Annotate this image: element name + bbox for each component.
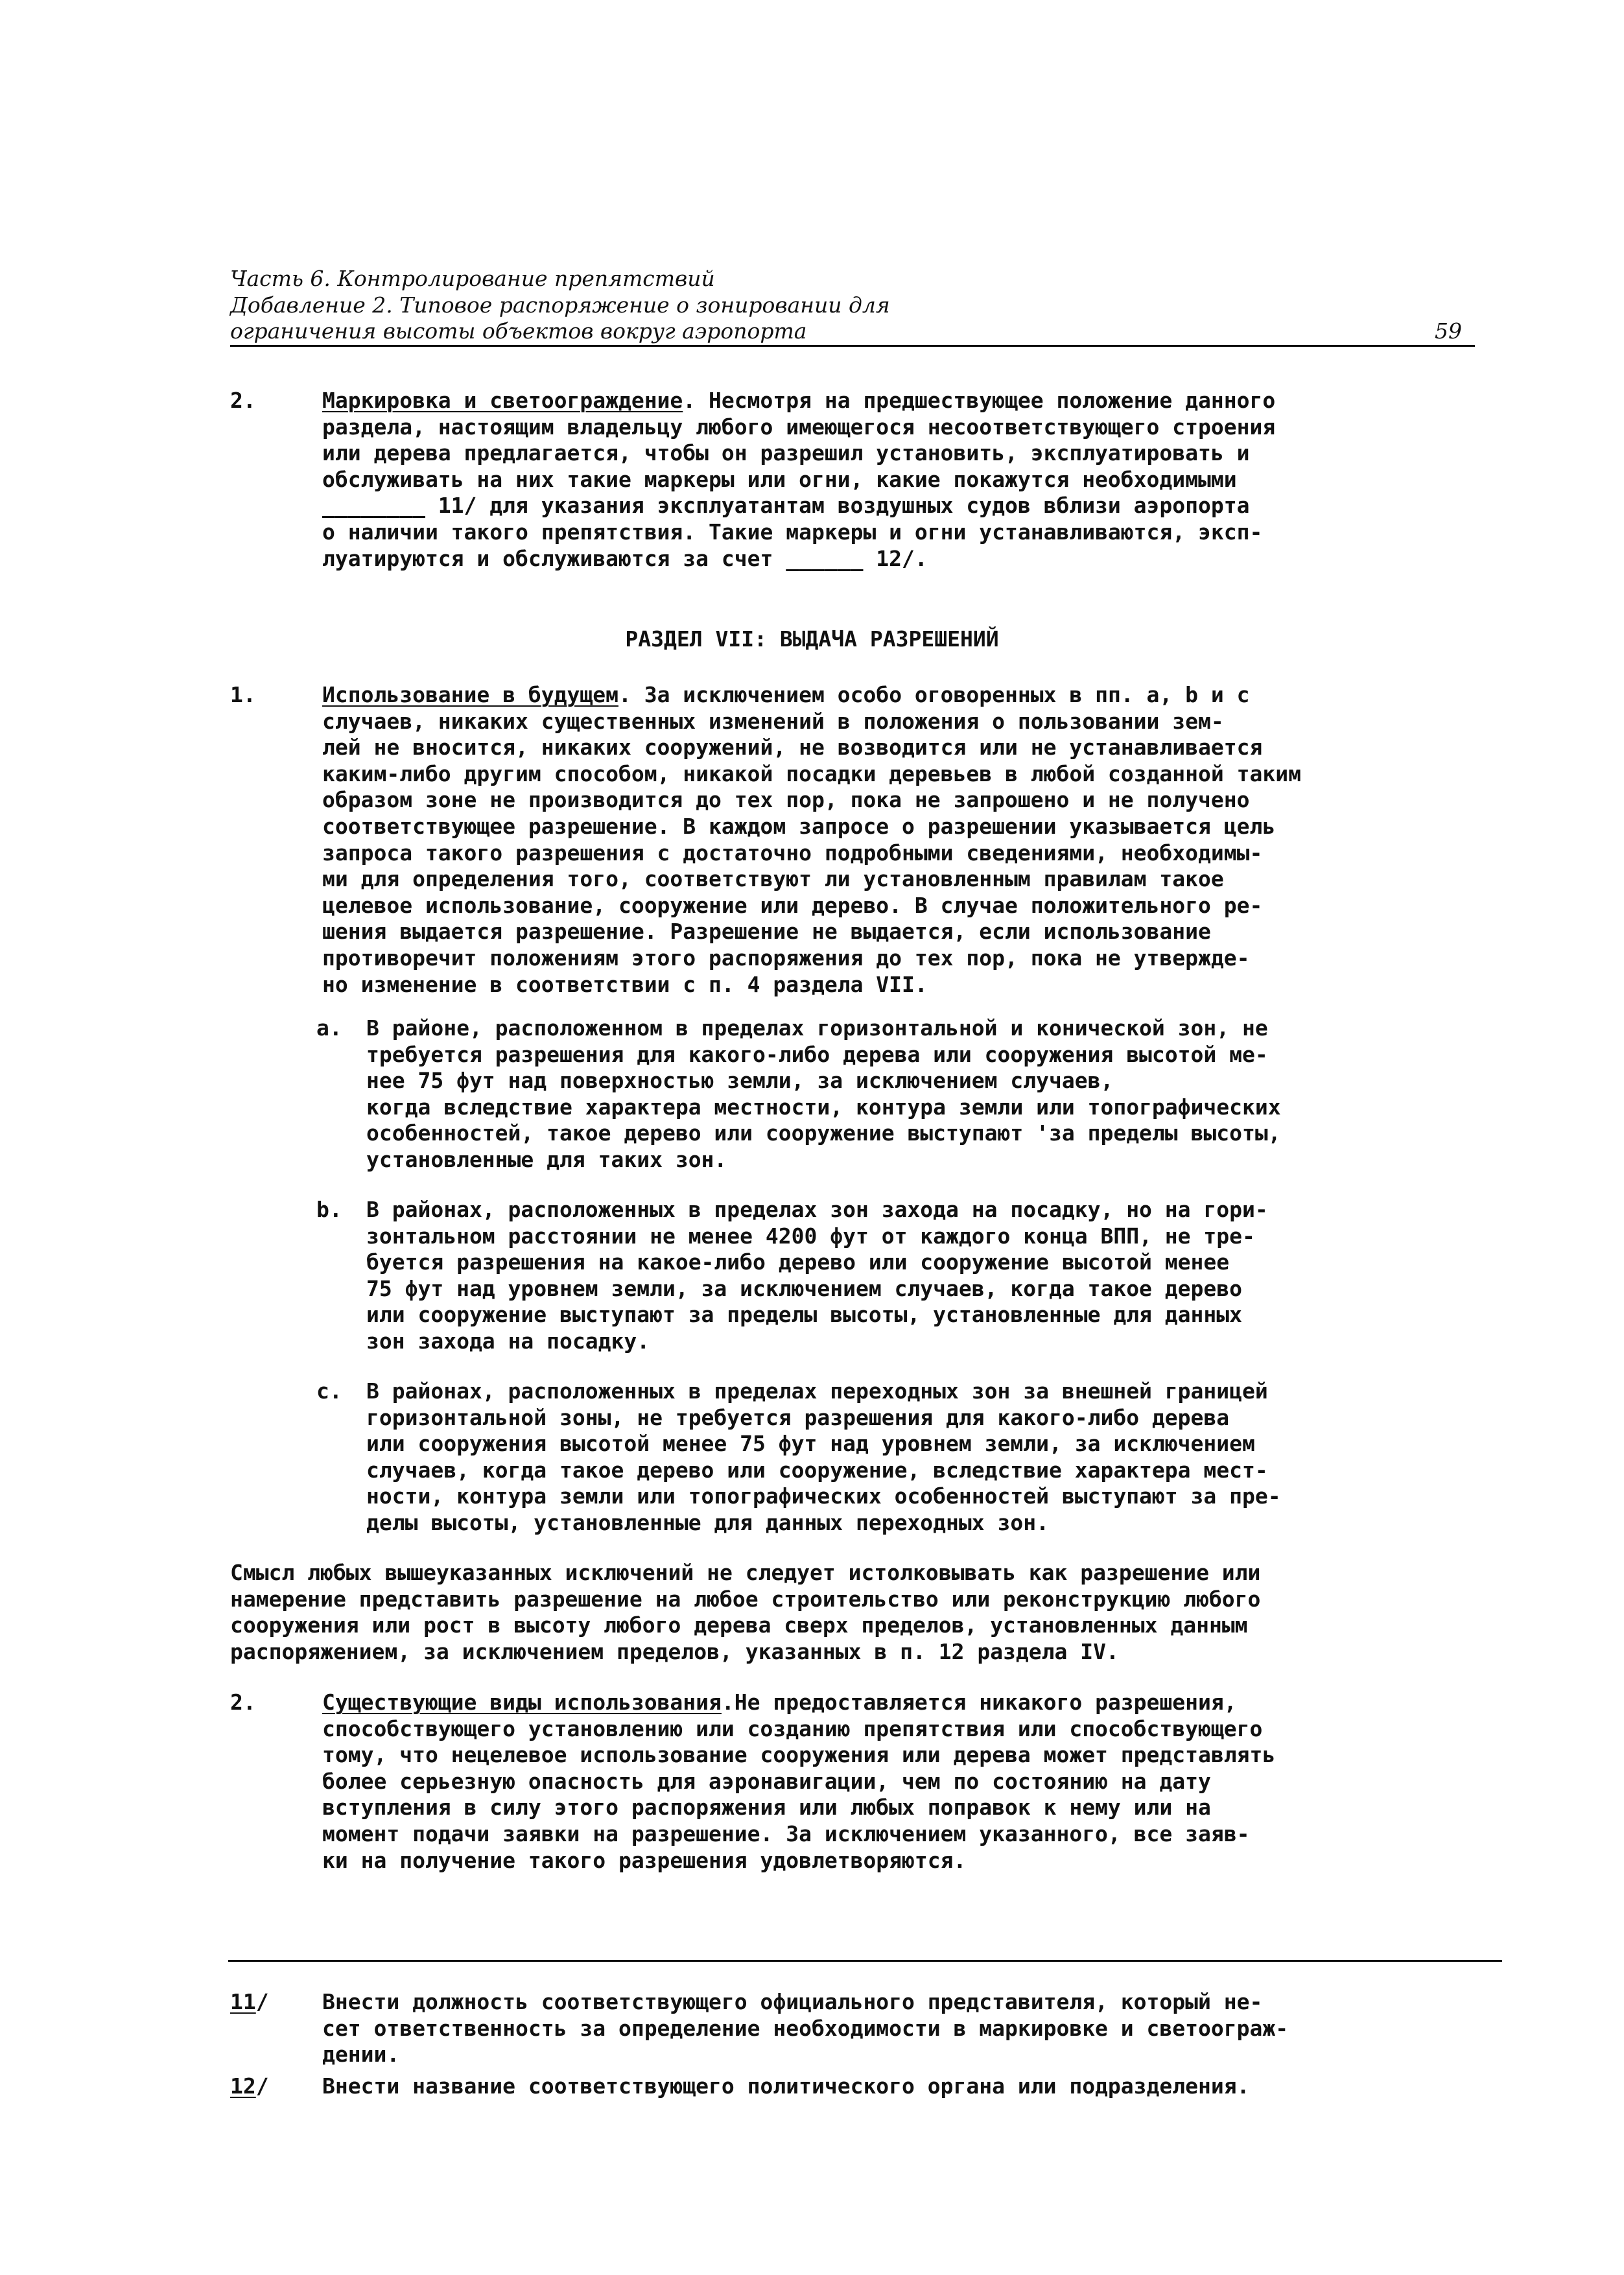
header-subject: ограничения высоты объектов вокруг аэропорта <box>230 318 807 344</box>
paragraph-number: 2. <box>230 1690 256 1715</box>
subitem-label: c. <box>316 1378 342 1404</box>
subitem-line: или сооружения высотой менее 75 фут над уровнем земли, за исключением <box>366 1431 1255 1457</box>
paragraph-line: случаев, никаких существенных изменений в положения о пользовании зем- <box>322 708 1224 734</box>
paragraph-line: способствующего установлению или созданию препятствия или способствующего <box>322 1715 1263 1741</box>
paragraph-line: или дерева предлагается, чтобы он разрешил установить, эксплуатировать и <box>322 440 1250 466</box>
paragraph-line: запроса такого разрешения с достаточно подробными сведениями, необходимы- <box>322 840 1263 866</box>
paragraph-line: намерение представить разрешение на любое строительство или реконструкцию любого <box>230 1586 1261 1612</box>
paragraph-line: соответствующее разрешение. В каждом запросе о разрешении указывается цель <box>322 813 1276 839</box>
subitem-line: или сооружение выступают за пределы высоты, установленные для данных <box>366 1302 1243 1328</box>
running-header <box>230 266 1475 347</box>
paragraph-line: обслуживать на них такие маркеры или огни, какие покажутся необходимыми <box>322 466 1237 492</box>
footnote-divider <box>228 1960 1502 1962</box>
subitem-line: горизонтальной зоны, не требуется разрешения для какого-либо дерева <box>366 1404 1230 1430</box>
paragraph-line: раздела, настоящим владельцу любого имеющегося несоответствующего строения <box>322 414 1276 440</box>
paragraph-line: Существующие виды использования.Не предоставляется никакого разрешения, <box>322 1690 1237 1715</box>
paragraph-line: лей не вносится, никаких сооружений, не возводится или не устанавливается <box>322 735 1263 760</box>
paragraph-line: но изменение в соответствии с п. 4 раздела VII. <box>322 971 928 997</box>
paragraph-line: целевое использование, сооружение или дерево. В случае положительного ре- <box>322 892 1263 918</box>
subitem-b <box>366 1197 1268 1355</box>
subitem-line: особенностей, такое дерево или сооружение выступают 'за пределы высоты, <box>366 1120 1281 1146</box>
paragraph-line: Использование в будущем. За исключением особо оговоренных в пп. a, b и c <box>322 682 1250 707</box>
paragraph-title: Маркировка и светоограждение <box>322 388 683 413</box>
subitem-line: требуется разрешения для какого-либо дерева или сооружения высотой ме- <box>366 1041 1268 1067</box>
footnote-marker: 12/ <box>230 2073 269 2099</box>
subitem-line: 75 фут над уровнем земли, за исключением случаев, когда такое дерево <box>366 1275 1243 1301</box>
section-title: РАЗДЕЛ VII: ВЫДАЧА РАЗРЕШЕНИЙ <box>625 626 999 652</box>
subitem-c <box>366 1378 1281 1537</box>
footnote-11 <box>322 1989 1288 2068</box>
paragraph-line: более серьезную опасность для аэронавигации, чем по состоянию на дату <box>322 1768 1211 1794</box>
paragraph-line: образом зоне не производится до тех пор, пока не запрошено и не получено <box>322 787 1250 813</box>
paragraph-line: каким-либо другим способом, никакой посадки деревьев в любой созданной таким <box>322 760 1301 786</box>
paragraph-line: ________ 11/ для указания эксплуатантам воздушных судов вблизи аэропорта <box>322 493 1250 519</box>
paragraph-title: Существующие виды использования <box>322 1690 722 1715</box>
paragraph-line: шения выдается разрешение. Разрешение не выдается, если использование <box>322 919 1211 945</box>
subitem-line: В районах, расположенных в пределах зон захода на посадку, но на гори- <box>366 1197 1268 1222</box>
footnote-line: сет ответственность за определение необходимости в маркировке и светоограж- <box>322 2015 1289 2041</box>
header-title-line <box>230 318 1475 347</box>
header-appendix-line: Добавление 2. Типовое распоряжение о зонировании для <box>230 292 890 318</box>
paragraph-line: ки на получение такого разрешения удовлетворяются. <box>322 1847 967 1873</box>
subitem-line: делы высоты, установленные для данных переходных зон. <box>366 1509 1049 1535</box>
paragraph-number: 1. <box>230 682 256 707</box>
paragraph-line: луатируются и обслуживаются за счет ______ 12/. <box>322 545 928 571</box>
paragraph-existing-uses <box>322 1690 1275 1874</box>
paragraph-title: Использование в будущем <box>322 682 618 707</box>
footnote-line: Внести должность соответствующего официального представителя, который не- <box>322 1989 1263 2014</box>
subitem-line: когда вследствие характера местности, контура земли или топографических <box>366 1094 1281 1120</box>
paragraph-line: тому, что нецелевое использование сооружения или дерева может представлять <box>322 1742 1276 1768</box>
subitem-line: нее 75 фут над поверхностью земли, за исключением случаев, <box>366 1068 1114 1094</box>
subitem-a <box>366 1015 1281 1173</box>
footnote-line: Внести название соответствующего политического органа или подразделения. <box>322 2073 1250 2099</box>
subitem-line: ности, контура земли или топографических особенностей выступают за пре- <box>366 1483 1281 1509</box>
paragraph-line: Смысл любых вышеуказанных исключений не следует истолковывать как разрешение или <box>230 1560 1261 1585</box>
page-number: 59 <box>1435 318 1462 344</box>
paragraph-line: противоречит положениям этого распоряжения до тех пор, пока не утвержде- <box>322 945 1250 971</box>
paragraph-future-use <box>322 682 1301 998</box>
subitem-line: В районе, расположенном в пределах горизонтальной и конической зон, не <box>366 1015 1268 1041</box>
footnote-12 <box>322 2073 1249 2100</box>
footnote-marker: 11/ <box>230 1989 269 2014</box>
subitem-line: зонтальном расстоянии не менее 4200 фут от каждого конца ВПП, не тре- <box>366 1223 1255 1249</box>
paragraph-line: момент подачи заявки на разрешение. За исключением указанного, все заяв- <box>322 1821 1250 1846</box>
subitem-line: зон захода на посадку. <box>366 1328 650 1354</box>
paragraph-line: вступления в силу этого распоряжения или любых поправок к нему или на <box>322 1795 1211 1821</box>
paragraph-line: распоряжением, за исключением пределов, указанных в п. 12 раздела IV. <box>230 1638 1119 1664</box>
paragraph-marking <box>322 388 1275 572</box>
subitem-line: случаев, когда такое дерево или сооружение, вследствие характера мест- <box>366 1457 1268 1483</box>
paragraph-line: о наличии такого препятствия. Такие маркеры и огни устанавливаются, эксп- <box>322 519 1263 545</box>
subitem-line: буется разрешения на какое-либо дерево или сооружение высотой менее <box>366 1249 1230 1275</box>
paragraph-number: 2. <box>230 388 256 413</box>
subitem-label: a. <box>316 1015 342 1041</box>
subitem-label: b. <box>316 1197 342 1222</box>
header-part-line: Часть 6. Контролирование препятствий <box>230 266 715 291</box>
subitem-line: В районах, расположенных в пределах переходных зон за внешней границей <box>366 1378 1268 1404</box>
paragraph-line: сооружения или рост в высоту любого дерева сверх пределов, установленных данным <box>230 1612 1248 1638</box>
paragraph-line: Маркировка и светоограждение. Несмотря на предшествующее положение данного <box>322 388 1276 413</box>
subitem-line: установленные для таких зон. <box>366 1146 727 1172</box>
footnote-line: дении. <box>322 2042 400 2068</box>
paragraph-exceptions-meaning <box>230 1560 1260 1665</box>
paragraph-line: ми для определения того, соответствуют ли установленным правилам такое <box>322 866 1224 892</box>
